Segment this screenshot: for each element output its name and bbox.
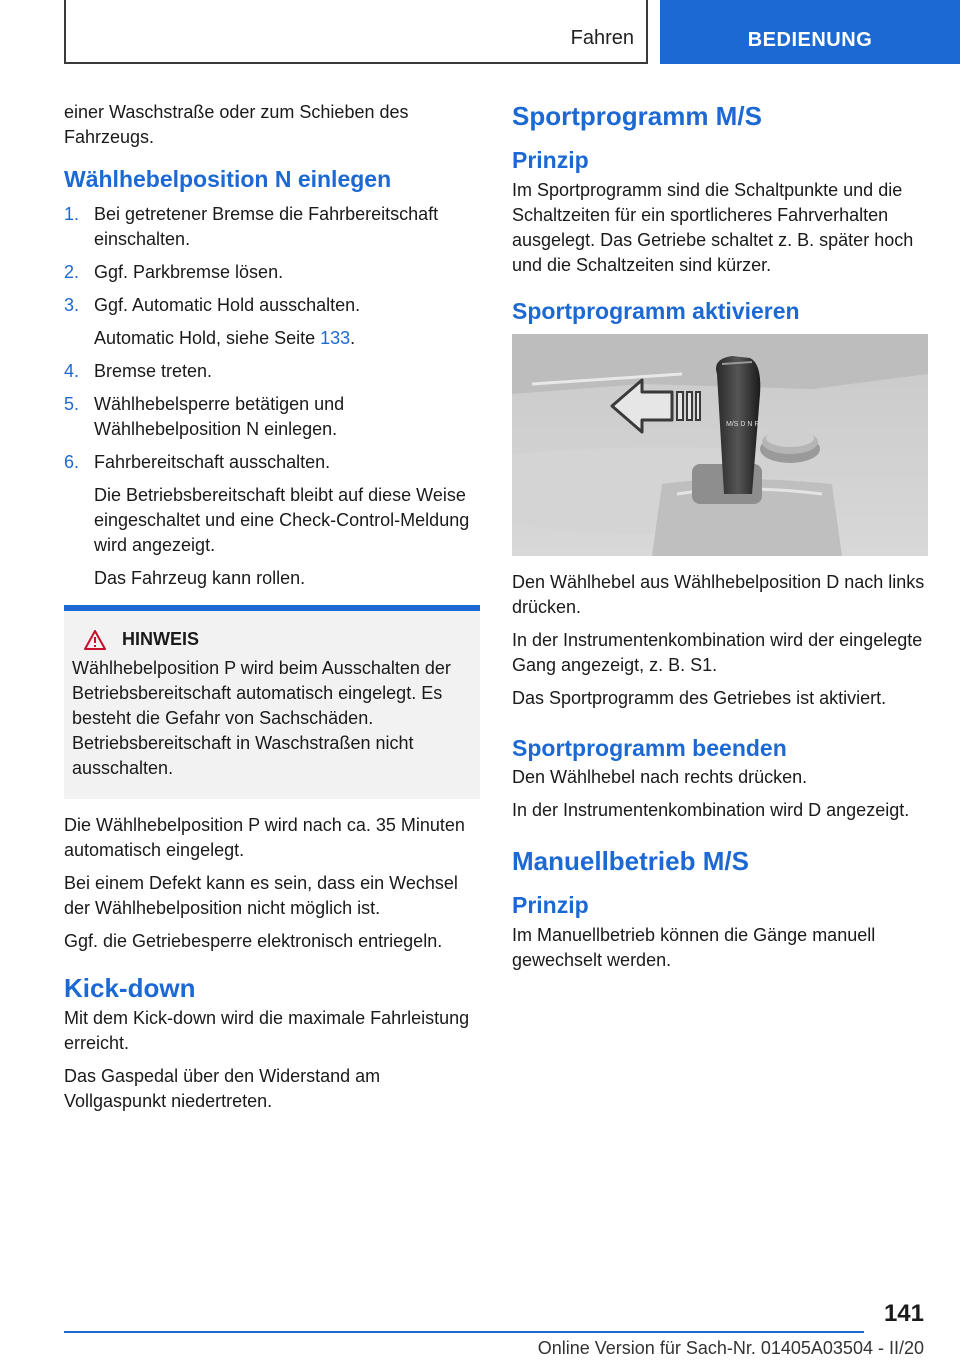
step-number: 1. <box>64 204 80 224</box>
header-chapter: Fahren <box>570 27 634 49</box>
list-item <box>64 450 480 591</box>
heading-manuell: Manuellbetrieb M/S <box>512 846 749 876</box>
right-column <box>512 100 928 981</box>
note-text: Wählhebelposition P wird beim Ausschalten der Betriebsbereitschaft automatisch eingelegt. Es besteht die Gefahr von Sachschäden. Betriebsbereitschaft in Waschstraßen nicht ausschalten. <box>72 658 451 778</box>
paragraph: Mit dem Kick-down wird die maximale Fahrleistung erreicht. <box>64 1008 470 1053</box>
heading-sport: Sportprogramm M/S <box>512 101 762 131</box>
page-link[interactable]: 133 <box>320 328 351 348</box>
step-text: Bremse treten. <box>94 361 213 381</box>
intro-text: einer Waschstraße oder zum Schieben des Fahrzeugs. <box>64 102 409 147</box>
step-text: Wählhebelsperre betätigen und Wählhebelposition N einlegen. <box>94 394 345 439</box>
list-item <box>64 359 480 384</box>
paragraph: Ggf. die Getriebesperre elektronisch entriegeln. <box>64 931 443 951</box>
step-subtext: Das Fahrzeug kann rollen. <box>94 568 306 588</box>
note-box <box>64 605 480 799</box>
paragraph: In der Instrumentenkombination wird D angezeigt. <box>512 800 910 820</box>
footer-divider <box>64 1331 864 1333</box>
note-title: HINWEIS <box>122 629 200 649</box>
paragraph: In der Instrumentenkombination wird der eingelegte Gang angezeigt, z. B. S1. <box>512 630 923 675</box>
step-subtext: Die Betriebsbereitschaft bleibt auf diese Weise eingeschaltet und eine Check-Control-Meldung wird angezeigt. <box>94 485 470 555</box>
heading-neutral: Wählhebelposition N einlegen <box>64 166 392 192</box>
online-version-text: Online Version für Sach-Nr. 01405A03504 - II/20 <box>537 1338 924 1358</box>
paragraph: Das Gaspedal über den Widerstand am Vollgaspunkt niedertreten. <box>64 1066 381 1111</box>
heading-kickdown: Kick-down <box>64 973 196 1003</box>
paragraph: Die Wählhebelposition P wird nach ca. 35 Minuten automatisch eingelegt. <box>64 815 465 860</box>
paragraph: Das Sportprogramm des Getriebes ist aktiviert. <box>512 688 887 708</box>
steps-list <box>64 202 480 591</box>
page-number: 141 <box>883 1300 924 1327</box>
heading-beenden: Sportprogramm beenden <box>512 735 787 761</box>
selector-label: M/S D N R <box>726 421 760 428</box>
heading-prinzip: Prinzip <box>512 892 589 918</box>
heading-prinzip: Prinzip <box>512 147 589 173</box>
step-subtext <box>94 326 480 351</box>
step-subtext-prefix: Automatic Hold, siehe Seite <box>94 328 321 348</box>
step-subtext-suffix: . <box>350 328 356 348</box>
step-number: 5. <box>64 394 80 414</box>
list-item <box>64 202 480 252</box>
note-header <box>84 629 472 650</box>
step-number: 2. <box>64 262 80 282</box>
heading-aktivieren: Sportprogramm aktivieren <box>512 298 800 324</box>
paragraph: Den Wählhebel nach rechts drücken. <box>512 767 808 787</box>
paragraph: Im Manuellbetrieb können die Gänge manuell gewechselt werden. <box>512 925 876 970</box>
gear-selector-photo <box>512 334 928 556</box>
step-number: 6. <box>64 452 80 472</box>
paragraph: Im Sportprogramm sind die Schaltpunkte und die Schaltzeiten für ein sportlicheres Fahrverhalten ausgelegt. Das Getriebe schaltet z. B. später hoch und die Schaltzeiten sind kürzer. <box>512 180 914 275</box>
step-text: Fahrbereitschaft ausschalten. <box>94 452 331 472</box>
header-chapter-box <box>64 0 648 64</box>
header-section-tab: BEDIENUNG <box>660 0 960 64</box>
list-item <box>64 260 480 285</box>
list-item <box>64 293 480 351</box>
paragraph: Den Wählhebel aus Wählhebelposition D nach links drücken. <box>512 572 925 617</box>
left-column <box>64 100 480 1122</box>
step-text: Ggf. Automatic Hold ausschalten. <box>94 295 361 315</box>
paragraph: Bei einem Defekt kann es sein, dass ein Wechsel der Wählhebelposition nicht möglich ist. <box>64 873 458 918</box>
step-number: 3. <box>64 295 80 315</box>
warning-icon <box>84 630 106 650</box>
step-number: 4. <box>64 361 80 381</box>
step-text: Ggf. Parkbremse lösen. <box>94 262 284 282</box>
step-text: Bei getretener Bremse die Fahrbereitschaft einschalten. <box>94 204 439 249</box>
list-item <box>64 392 480 442</box>
